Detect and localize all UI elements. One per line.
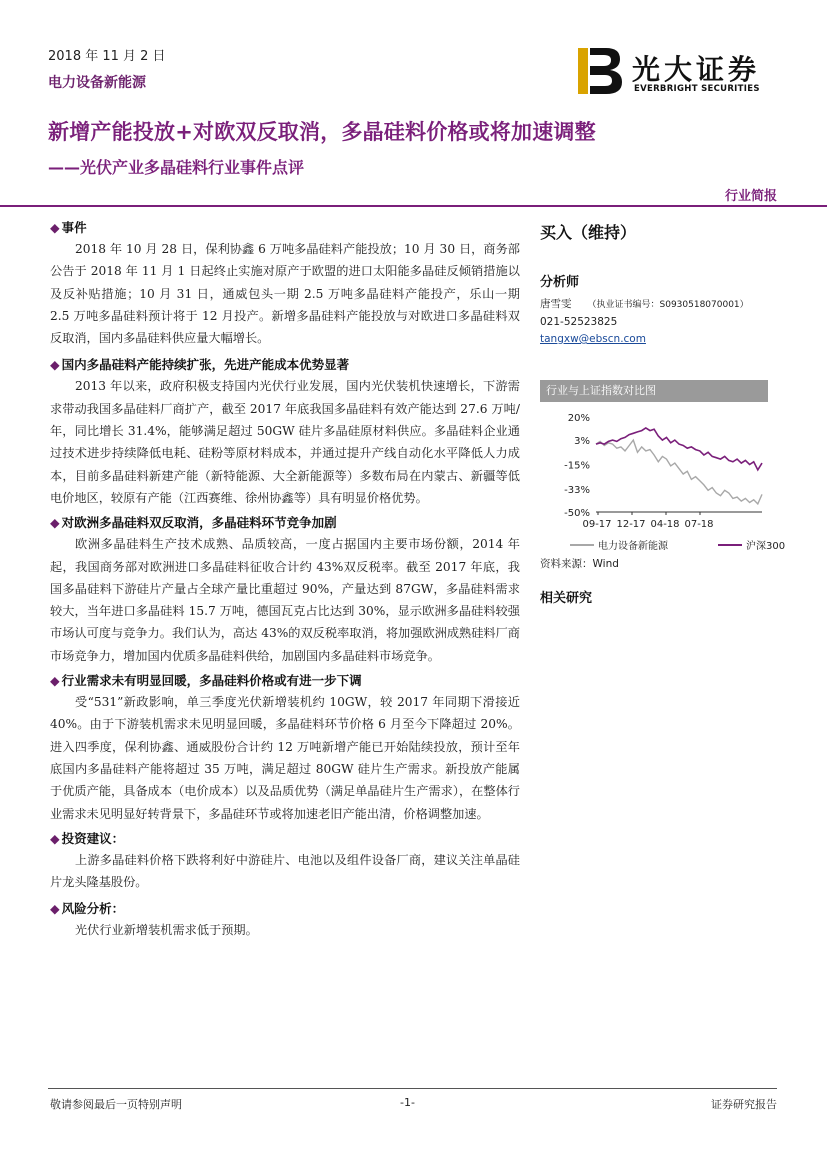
section-paragraph: 受“531”新政影响，单三季度光伏新增装机约 10GW，较 2017 年同期下滑接近 40%。由于下游装机需求未见明显回暖，多晶硅料环节价格 6 月至今下降超过 20%。进入四季度，保利协鑫、通威股份合计约 12 万吨新增产能已开始陆续投放，预计至年底国内多晶硅料产能将超过 35 万吨，满足超过 80GW 硅片生产需求。新投放产能属于优质产能，具备成本（电价成本）以及品质优势（满足单晶硅片生产需求），在整体行业需求未见明显好转背景下，多晶硅环节或将加速老旧产能出清，价格调整加速。	[50, 695, 520, 821]
related-research-heading: 相关研究	[540, 591, 593, 606]
rating: 买入（维持）	[540, 223, 637, 242]
x-tick-label: 12-17	[616, 519, 646, 530]
section-heading: 行业需求未有明显回暖，多晶硅料价格或有进一步下调	[61, 673, 362, 689]
diamond-bullet-icon: ◆	[50, 515, 60, 531]
legend-label: 沪深300	[746, 541, 786, 552]
series-line-0	[596, 440, 762, 504]
section-paragraph: 光伏行业新增装机需求低于预期。	[75, 923, 258, 938]
comparison-chart	[540, 380, 786, 570]
page-number: -1-	[400, 1096, 415, 1109]
section-risk	[50, 899, 520, 941]
analyst-cert: （执业证书编号：S0930518070001）	[587, 300, 749, 310]
section-heading: 风险分析：	[61, 901, 125, 917]
section-paragraph: 欧洲多晶硅料生产技术成熟、品质较高，一度占据国内主要市场份额，2014 年起，我国商务部对欧洲进口多晶硅料征收合计约 43%双反税率。截至 2017 年底，我国多晶硅料下游硅片产量占全球产量比重超过 90%，产量达到 87GW，多晶硅料需求较大，当年进口多晶硅料 15.7 万吨，德国瓦克占比达到 30%，显示欧洲多晶硅料较强市场认可度与竞争力。我们认为，高达 43%的双反税率取消，将加强欧洲成熟硅料厂商市场竞争力，增加国内优质多晶硅料供给，加剧国内多晶硅料市场竞争。	[50, 537, 520, 663]
y-tick-label: -33%	[564, 484, 590, 496]
diamond-bullet-icon: ◆	[50, 673, 60, 689]
section-demand	[50, 671, 520, 825]
diamond-bullet-icon: ◆	[50, 220, 60, 235]
report-type-label: 行业简报	[724, 189, 777, 204]
report-date: 2018 年 11 月 2 日	[48, 49, 166, 64]
chart-title: 行业与上证指数对比图	[540, 380, 768, 402]
everbright-logo	[576, 46, 781, 96]
page-title: 新增产能投放+对欧双反取消，多晶硅料价格或将加速调整	[48, 120, 596, 144]
section-eu-tariff	[50, 513, 520, 667]
section-heading: 事件	[61, 220, 87, 235]
footer-report-label: 证券研究报告	[711, 1098, 777, 1111]
section-investment	[50, 829, 520, 894]
analyst-name: 唐雪雯	[540, 298, 572, 310]
section-paragraph: 2018 年 10 月 28 日，保利协鑫 6 万吨多晶硅料产能投放；10 月 30 日，商务部公告于 2018 年 11 月 1 日起终止实施对原产于欧盟的进口太阳能多晶硅反倾销措施以及反补贴措施；10 月 31 日，通威包头一期 2.5 万吨多晶硅料产能投产，乐山一期 2.5 万吨多晶硅料预计将于 12 月投产。新增多晶硅料产能投放与对欧进口多晶硅料双反取消，国内多晶硅料供应量大幅增长。	[50, 242, 520, 346]
analyst-email-link[interactable]: tangxw@ebscn.com	[540, 333, 646, 345]
analyst-heading: 分析师	[540, 275, 580, 290]
header-divider	[0, 205, 827, 207]
y-tick-label: 20%	[567, 413, 590, 424]
legend-label: 电力设备新能源	[598, 541, 668, 552]
logo-chinese-name: 光大证券	[632, 53, 761, 86]
section-event	[50, 218, 520, 349]
sidebar	[540, 220, 785, 348]
logo-english-name: EVERBRIGHT SECURITIES	[634, 84, 760, 94]
chart-source: 资料来源：Wind	[540, 558, 619, 570]
section-heading: 国内多晶硅料产能持续扩张，先进产能成本优势显著	[61, 357, 350, 373]
section-heading: 投资建议：	[61, 830, 125, 846]
section-heading: 对欧洲多晶硅料双反取消，多晶硅料环节竞争加剧	[61, 515, 337, 531]
footer-disclaimer: 敬请参阅最后一页特别声明	[50, 1098, 182, 1111]
diamond-bullet-icon: ◆	[50, 830, 60, 846]
main-content	[50, 218, 520, 946]
x-tick-label: 04-18	[650, 519, 680, 530]
x-tick-label: 07-18	[684, 519, 714, 530]
section-paragraph: 2013 年以来，政府积极支持国内光伏行业发展，国内光伏装机快速增长，下游需求带动我国多晶硅料厂商扩产，截至 2017 年底我国多晶硅料有效产能达到 27.6 万吨/年，同比增长 31.4%，能够满足超过 50GW 硅片多晶硅原材料供应。多晶硅料企业通过技术进步持续降低电耗、硅粉等原材料成本，并通过提升产线自动化水平降低人力成本，目前多晶硅料新建产能（新特能源、大全新能源等）多数布局在内蒙古、新疆等低电价地区，较原有产能（江西赛维、徐州协鑫等）具有明显价格优势。	[50, 379, 520, 505]
y-tick-label: -50%	[564, 508, 590, 519]
diamond-bullet-icon: ◆	[50, 357, 60, 373]
footer-divider	[48, 1088, 777, 1089]
x-tick-label: 09-17	[582, 519, 612, 530]
y-tick-label: 3%	[574, 436, 590, 448]
series-line-1	[596, 428, 762, 470]
analyst-phone: 021-52523825	[540, 316, 618, 328]
page-subtitle: ——光伏产业多晶硅料行业事件点评	[48, 158, 305, 177]
section-domestic-capacity	[50, 355, 520, 509]
industry-category: 电力设备新能源	[48, 75, 146, 91]
section-paragraph: 上游多晶硅料价格下跌将利好中游硅片、电池以及组件设备厂商，建议关注单晶硅片龙头隆基股份。	[50, 852, 520, 890]
chart-plot	[540, 402, 786, 570]
diamond-bullet-icon: ◆	[50, 901, 60, 917]
y-tick-label: -15%	[564, 460, 590, 472]
logo-mark-icon	[576, 46, 624, 96]
